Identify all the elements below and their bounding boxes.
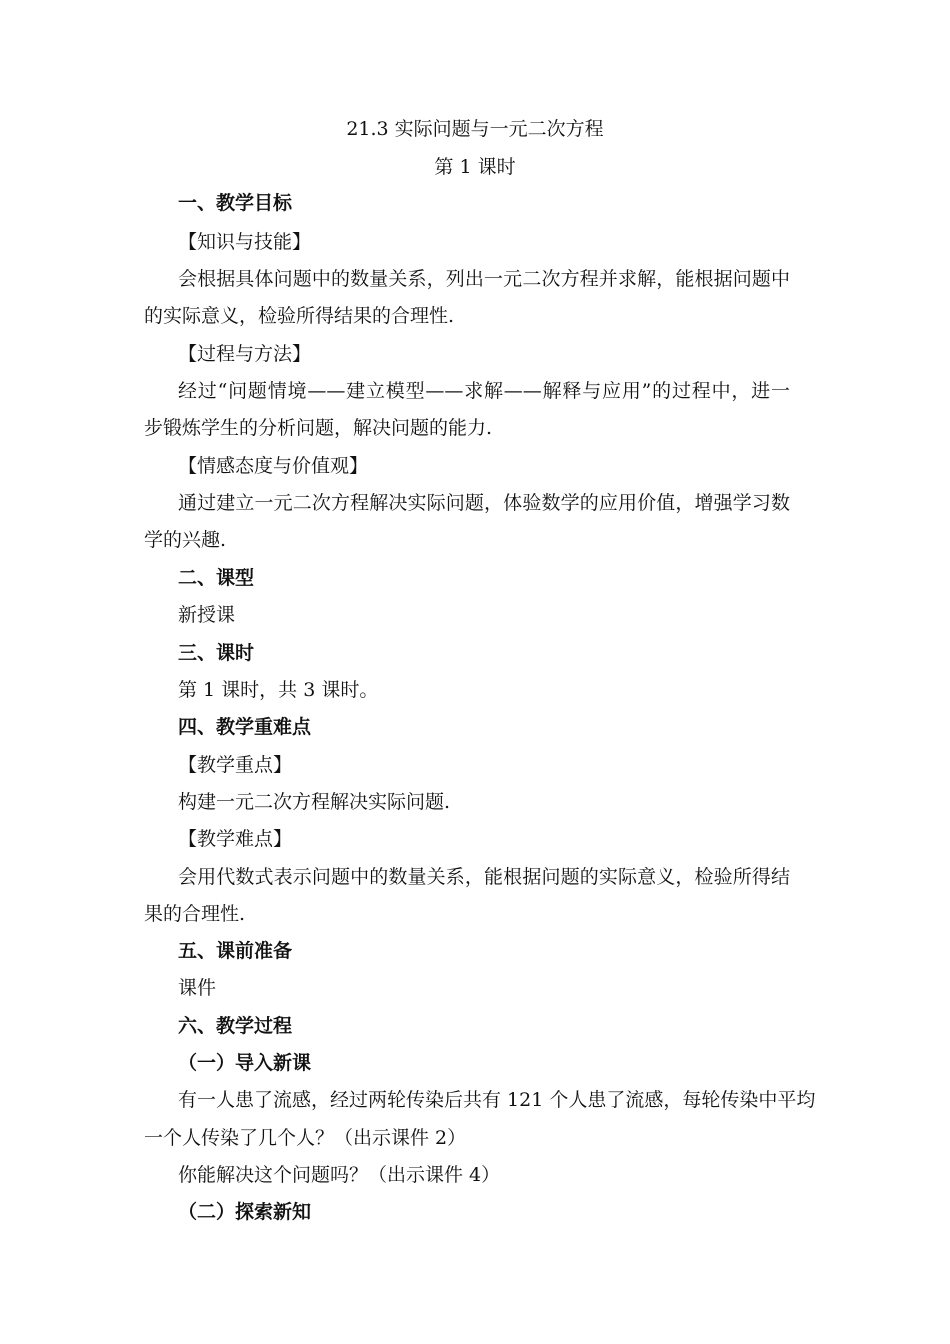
paragraph-line: 步锻炼学生的分析问题，解决问题的能力. xyxy=(144,417,493,439)
paragraph-line: 经过“问题情境——建立模型——求解——解释与应用”的过程中，进一 xyxy=(178,380,790,402)
section-heading-type: 二、课型 xyxy=(178,567,255,589)
section-heading-preparation: 五、课前准备 xyxy=(178,940,293,962)
paragraph-line: 会用代数式表示问题中的数量关系，能根据问题的实际意义，检验所得结 xyxy=(178,866,790,888)
paragraph-line: 新授课 xyxy=(178,604,236,626)
section-heading-keypoints: 四、教学重难点 xyxy=(178,716,312,738)
paragraph-line: 第 1 课时，共 3 课时。 xyxy=(178,679,379,701)
subsection-heading-explore: （二）探索新知 xyxy=(178,1201,312,1223)
section-heading-process: 六、教学过程 xyxy=(178,1015,293,1037)
section-heading-objectives: 一、教学目标 xyxy=(178,192,293,214)
paragraph-line: 学的兴趣. xyxy=(144,529,227,551)
paragraph-line: 一个人传染了几个人？（出示课件 2） xyxy=(144,1127,467,1149)
paragraph-line: 有一人患了流感，经过两轮传染后共有 121 个人患了流感，每轮传染中平均 xyxy=(178,1089,816,1111)
subheading-key: 【教学重点】 xyxy=(178,754,293,776)
subheading-process: 【过程与方法】 xyxy=(178,343,312,365)
paragraph-line: 果的合理性. xyxy=(144,903,246,925)
paragraph-line: 你能解决这个问题吗？（出示课件 4） xyxy=(178,1164,501,1186)
paragraph-line: 构建一元二次方程解决实际问题. xyxy=(178,791,451,813)
paragraph-line: 会根据具体问题中的数量关系，列出一元二次方程并求解，能根据问题中 xyxy=(178,268,790,290)
doc-subtitle: 第 1 课时 xyxy=(434,156,516,178)
paragraph-line: 的实际意义，检验所得结果的合理性. xyxy=(144,305,455,327)
paragraph-line: 课件 xyxy=(178,977,217,999)
subheading-knowledge: 【知识与技能】 xyxy=(178,231,312,253)
paragraph-line: 通过建立一元二次方程解决实际问题，体验数学的应用价值，增强学习数 xyxy=(178,492,790,514)
subheading-difficulty: 【教学难点】 xyxy=(178,828,293,850)
subsection-heading-intro: （一）导入新课 xyxy=(178,1052,312,1074)
subheading-emotion: 【情感态度与价值观】 xyxy=(178,455,369,477)
doc-title: 21.3 实际问题与一元二次方程 xyxy=(346,118,604,140)
section-heading-hours: 三、课时 xyxy=(178,642,255,664)
